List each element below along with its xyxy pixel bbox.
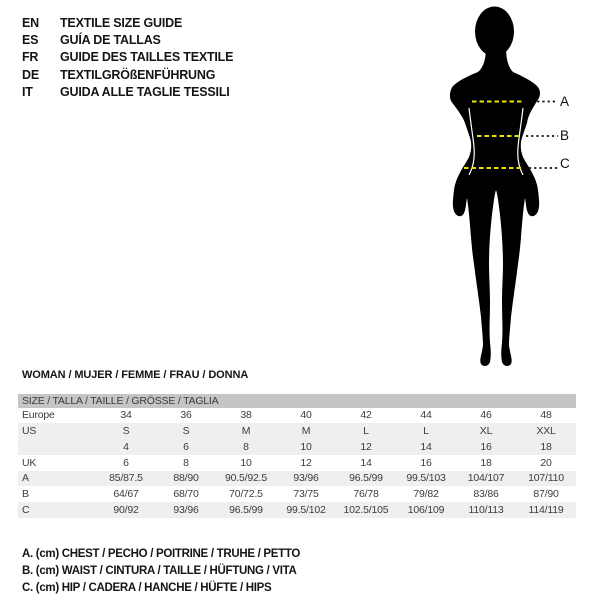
size-cell: 99.5/103 (396, 471, 456, 487)
size-cell: 114/119 (516, 502, 576, 518)
language-code: ES (22, 33, 39, 48)
size-cell: 96.5/99 (336, 471, 396, 487)
chest-label: A (560, 94, 570, 109)
size-cell: 18 (516, 439, 576, 455)
size-cell: 40 (300, 409, 312, 422)
size-row-uk (18, 455, 576, 471)
language-code: EN (22, 16, 39, 30)
row-label: UK (22, 456, 37, 469)
row-label: US (18, 423, 96, 439)
size-table-header-row (18, 394, 576, 408)
size-cell: 99.5/102 (276, 502, 336, 518)
language-code: DE (22, 67, 39, 82)
size-cell: 102.5/105 (336, 502, 396, 518)
size-cell: 90/92 (96, 502, 156, 518)
size-cell: 93/96 (156, 502, 216, 518)
size-cell: XXL (516, 423, 576, 439)
size-cell: 14 (396, 439, 456, 455)
size-table-header: SIZE / TALLA / TAILLE / GRÖSSE / TAGLIA (18, 394, 576, 408)
language-row-fr (22, 49, 233, 66)
size-cell: XL (456, 423, 516, 439)
size-cell: 14 (360, 456, 372, 469)
size-cell: 20 (540, 456, 552, 469)
size-row-us-numeric (18, 439, 576, 455)
size-cell: 90.5/92.5 (216, 471, 276, 487)
language-row-de (22, 67, 233, 84)
size-table (18, 394, 576, 518)
size-cell: 46 (480, 409, 492, 422)
size-cell: S (156, 423, 216, 439)
size-cell: 48 (540, 409, 552, 422)
language-row-en (22, 15, 233, 32)
legend-chest: A. (cm) CHEST / PECHO / POITRINE / TRUHE / PETTO (22, 548, 301, 560)
size-table-body (18, 394, 576, 518)
silhouette-body (450, 47, 540, 366)
measurement-legend (22, 546, 300, 597)
size-cell: 70/72.5 (229, 488, 263, 501)
size-cell: 8 (216, 439, 276, 455)
size-row-europe (18, 408, 576, 424)
woman-silhouette (425, 5, 565, 370)
size-cell: 6 (123, 456, 129, 469)
size-figure (425, 5, 565, 370)
size-cell: 79/82 (413, 488, 439, 501)
size-cell: 38 (240, 409, 252, 422)
size-cell: M (276, 423, 336, 439)
size-cell: 73/75 (293, 488, 319, 501)
language-code: IT (22, 84, 33, 99)
language-code: FR (22, 50, 39, 65)
row-label: B (22, 488, 29, 501)
size-cell: 85/87.5 (96, 471, 156, 487)
size-cell: 8 (183, 456, 189, 469)
size-cell: 12 (300, 456, 312, 469)
waist-label: B (560, 128, 570, 143)
size-cell: 87/90 (533, 488, 559, 501)
size-cell: S (96, 423, 156, 439)
legend-hip: C. (cm) HIP / CADERA / HANCHE / HÜFTE / HIPS (22, 582, 272, 594)
size-cell: 107/110 (516, 471, 576, 487)
size-cell: 6 (156, 439, 216, 455)
size-cell: 42 (360, 409, 372, 422)
size-cell: 93/96 (276, 471, 336, 487)
row-label: C (18, 502, 96, 518)
size-cell: 44 (420, 409, 432, 422)
size-cell: 18 (480, 456, 492, 469)
language-row-it (22, 84, 233, 101)
legend-waist: B. (cm) WAIST / CINTURA / TAILLE / HÜFTUNG / VITA (22, 565, 297, 577)
size-row-a (18, 471, 576, 487)
language-label: TEXTILE SIZE GUIDE (60, 16, 183, 30)
size-cell: 96.5/99 (216, 502, 276, 518)
language-label: TEXTILGRÖßENFÜHRUNG (60, 67, 216, 82)
size-cell: 104/107 (456, 471, 516, 487)
size-cell: 83/86 (473, 488, 499, 501)
size-cell: 106/109 (396, 502, 456, 518)
size-cell: 36 (180, 409, 192, 422)
size-cell: 110/113 (456, 502, 516, 518)
size-cell: 10 (276, 439, 336, 455)
row-label (18, 439, 96, 455)
size-cell: 34 (120, 409, 132, 422)
row-label: A (18, 471, 96, 487)
size-cell: 16 (420, 456, 432, 469)
size-row-c (18, 502, 576, 518)
size-cell: 88/90 (156, 471, 216, 487)
language-label: GUIDE DES TAILLES TEXTILE (60, 50, 234, 65)
language-list (22, 15, 233, 101)
row-label: Europe (22, 409, 55, 422)
size-cell: 64/67 (113, 488, 139, 501)
size-cell: 68/70 (173, 488, 199, 501)
size-cell: 10 (240, 456, 252, 469)
size-cell: L (336, 423, 396, 439)
size-cell: 76/78 (353, 488, 379, 501)
size-row-us (18, 423, 576, 439)
language-label: GUIDA ALLE TAGLIE TESSILI (60, 84, 230, 99)
size-cell: 12 (336, 439, 396, 455)
size-row-b (18, 486, 576, 502)
section-title: WOMAN / MUJER / FEMME / FRAU / DONNA (22, 369, 249, 381)
size-cell: M (216, 423, 276, 439)
language-label: GUÍA DE TALLAS (60, 33, 161, 48)
size-cell: 4 (96, 439, 156, 455)
size-cell: L (396, 423, 456, 439)
size-cell: 16 (456, 439, 516, 455)
language-row-es (22, 32, 233, 49)
hip-label: C (560, 156, 570, 171)
